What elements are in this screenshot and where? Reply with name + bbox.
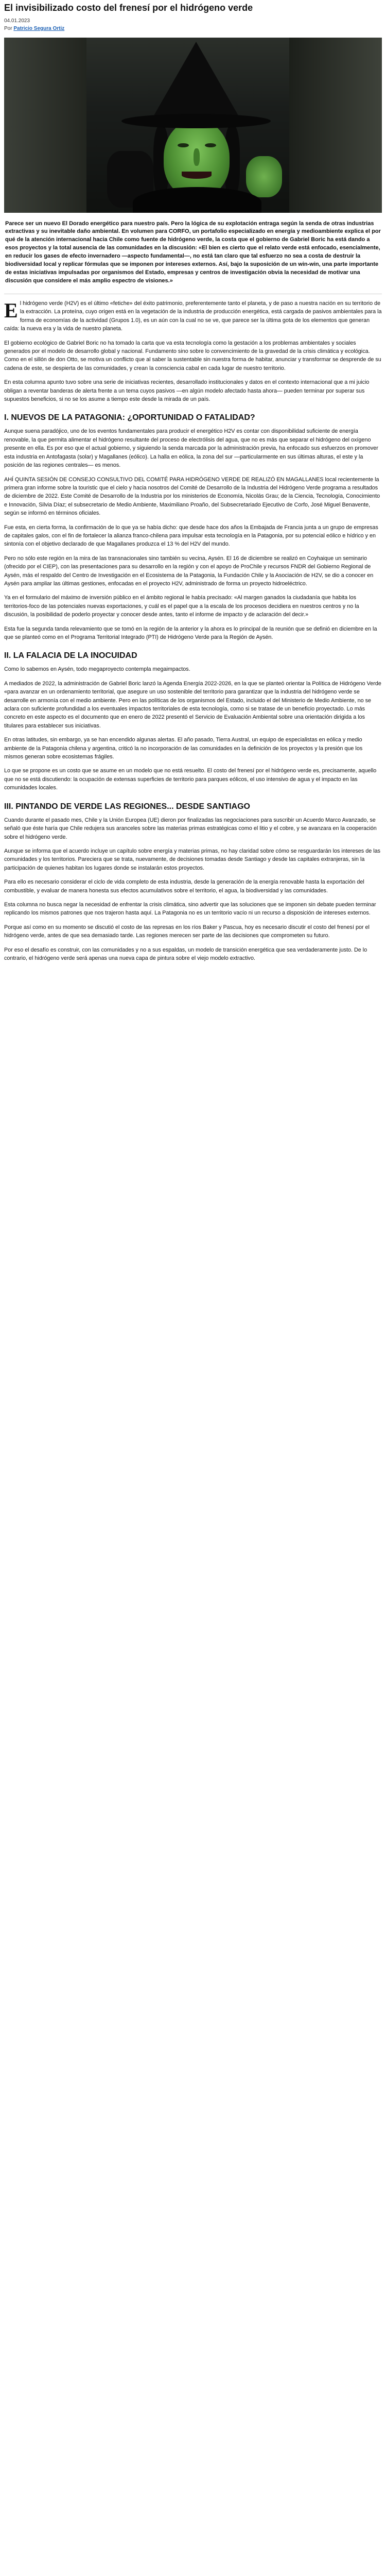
body-paragraph: Cuando durante el pasado mes, Chile y la Unión Europea (UE) dieron por finalizadas las negociaciones para suscribir un Acuerdo Marco Avanzado, se señaló que éste haría que Chile redujera sus aranceles sobre las materias primas estratégicas como el litio y el cobre, y se avanzara en la cooperación sobre el hidrógeno verde. bbox=[4, 817, 377, 840]
body-paragraph: Lo que se propone es un costo que se asume en un modelo que no está resuelto. El costo del frenesí por el hidrógeno verde es, precisamente, aquello que no se está discutiendo: la ocupación de extensas superficies de territorio para parques eólicos, el uso intensivo de agua y el impacto en las comunidades locales. bbox=[4, 768, 377, 791]
body-paragraph: Fue esta, en cierta forma, la confirmación de lo que ya se había dicho: que desde hace dos años la Embajada de Francia junta a un grupo de empresas de capitales galos, con el fin de fortalecer la alianza franco-chilena para impulsar esta tecnología en la Patagonia, por su potencial eólico e hídrico y en sintonía con el objetivo declarado de que Magallanes produzca el 13 % del H2V del mundo. bbox=[4, 524, 378, 548]
body-paragraph: Esta fue la segunda tanda relevamiento que se tomó en la región de la anterior y la ahora es lo principal de la reunión que se definió en diciembre en la que se planteó como en el Programa Territorial Integrado (PTI) de Hidrógeno Verde para la Región de Aysén. bbox=[4, 625, 377, 640]
intro-paragraphs bbox=[4, 299, 382, 403]
body-paragraph: El hidrógeno verde (H2V) es el último «fetiche» del éxito patrimonio, preferentemente tanto el planeta, y de paso a nuestra nación en su territorio de la extracción. La proteína, cuyo origen está en la vegetación de la industria de producción energética, está cargada de pasivos ambientales para la forma de economías de la actividad (Grupos 1.0), es un aún con la cual no se ve, que parece ser la última gota de los elementos que generan caída: la nueva era y la vida de nuestro planeta. bbox=[4, 299, 382, 332]
body-paragraph: En esta columna apunto tuvo sobre una serie de iniciativas recientes, desarrollado institucionales y datos en el contexto internacional que a mi juicio obligan a reventar banderas de alerta frente a un tema cuyos pasivos —en algún modelo afectado hasta ahora— pueden terminar por superar sus supuestos beneficios, si no se los asume a tiempo este desde la mirada de un país. bbox=[4, 379, 370, 403]
author-link[interactable]: Patricio Segura Ortiz bbox=[13, 25, 65, 31]
article-page bbox=[0, 0, 386, 973]
body-paragraph: En otras latitudes, sin embargo, ya se han encendido algunas alertas. El año pasado, Tierra Austral, un equipo de especialistas en eólica y medio ambiente de la Patagonia chilena y argentina, criticó la no incorporación de las comunidades en la definición de los proyectos y la presión que los mismos generan sobre ecosistemas frágiles. bbox=[4, 737, 363, 760]
body-paragraph: Pero no sólo este región en la mira de las transnacionales sino también su vecina, Aysén. El 16 de diciembre se realizó en Coyhaique un seminario (ofrecido por el CIEP), con las presentaciones para su desarrollo en la región y con el apoyo de ProChile y recursos FNDR del Gobierno Regional de Aysén, más el respaldo del Centro de Investigación en el Ecosistema de la Patagonia, la Fundación Chile y la Asociación de H2V, se dio a conocer en Aysén para ampliar las últimas gestiones, enfocadas en el proyecto H2V, administrado de forma un proyecto hidroeléctrico. bbox=[4, 555, 374, 587]
body-paragraph: Por eso el desafío es construir, con las comunidades y no a sus espaldas, un modelo de transición energética que sea verdaderamente justo. De lo contrario, el hidrógeno verde será apenas una nueva capa de pintura sobre el viejo modelo extractivo. bbox=[4, 946, 367, 961]
section-title: III. PINTANDO DE VERDE LAS REGIONES... DESDE SANTIAGO bbox=[4, 802, 250, 811]
author-prefix: Por bbox=[4, 25, 12, 31]
body-paragraph: Esta columna no busca negar la necesidad de enfrentar la crisis climática, sino advertir que las soluciones que se imponen sin debate pueden terminar replicando los mismos patrones que nos trajeron hasta aquí. La Patagonia no es un territorio vacío ni un recurso a disposición de intereses externos. bbox=[4, 901, 376, 917]
body-paragraph: Aunque suena paradójico, uno de los eventos fundamentales para producir el energético H2V es contar con disponibilidad suficiente de energía renovable, la que permita alimentar el hidrógeno resultante del proceso de electrólisis del agua, que no es más que separar el hidrógeno del oxígeno presente en ella. Es por eso que el actual gobierno, y siguiendo la senda marcada por la administración previa, ha enfocado sus esfuerzos en promover esta industria en Antofagasta (solar) y Magallanes (eólico). La halla en eólica, la zona del sur —particularmente en sus últimas alturas, el este y la posición de las regiones centrales— es menos. bbox=[4, 428, 378, 469]
body-paragraph: Porque así como en su momento se discutió el costo de las represas en los ríos Baker y Pascua, hoy es necesario discutir el costo del frenesí por el hidrógeno verde, antes de que sea demasiado tarde. Las regiones merecen ser parte de las decisiones que comprometen su futuro. bbox=[4, 924, 370, 939]
article-lead: Parece ser un nuevo El Dorado energético para nuestro país. Pero la lógica de su explotación entraga según la senda de otras industrias extractivas y su inevitable daño ambiental. En volumen para CORFO, un portafolio especializado en energía y medioambiente explica el por qué de la atención internacional hacia Chile como fuente de hidrógeno verde, la costa que el gobierno de Gabriel Boric ha está dando a esos proyectos y la total ausencia de las comunidades en la discusión: «El bien es cierto que el relato verde está enfocado, esencialmente, en reducir los gases de efecto invernadero —aspecto fundamental—, no está tan claro que tal esfuerzo no sea a costa de destruir la biodiversidad local y replicar fórmulas que se imponen por intereses externos. Así, bajo la suposición de un win-win, una parte importante de estas iniciativas impulsadas por organismos del Estado, empresas y centros de investigación obvia la necesidad de motivar una discusión que considere el más amplio espectro de visiones.» bbox=[5, 220, 381, 284]
wicked-witch-image bbox=[4, 38, 382, 213]
body-paragraph: Aunque se informa que el acuerdo incluye un capítulo sobre energía y materias primas, no hay claridad sobre cómo se resguardarán los intereses de las comunidades y los territorios. Pareciera que se trata, nuevamente, de decisiones tomadas desde Santiago y desde las capitales extranjeras, sin la participación de quienes habitan los lugares donde se instalarán estos proyectos. bbox=[4, 848, 380, 871]
body-paragraph: Ya en el formulario del máximo de inversión público en el ámbito regional le había precisado: «Al margen ganados la ciudadanía que habita los territorios-foco de las potenciales nuevas exportaciones, y cuál es el papel que a la escala de los procesos decidiera en nuestros centros y no la discusión, la posibilidad de poderlo proyectar y conocer desde antes, tanto el informe de impacto y de aclaración del decir.» bbox=[4, 595, 359, 618]
body-paragraph: El gobierno ecológico de Gabriel Boric no ha tomado la carta que va esta tecnología como la gestación a los problemas ambientales y sociales generados por el modelo de desarrollo global y nacional. Fundamento sino sobre lo convencimiento de la gravedad de la crisis climática y ecológica. Como en el sillón de don Otto, se motiva un conflicto que al saber la sustentable sin nuestra forma de habitar, anunciar y transformar se desprende de su cadena de este, se despierta de las comunidades, y crean la consciencia cabal en cada lugar de nuestro territorio. bbox=[4, 340, 381, 371]
body-paragraph: Para ello es necesario considerar el ciclo de vida completo de esta industria, desde la generación de la energía renovable hasta la exportación del combustible, y evaluar de manera honesta sus efectos acumulativos sobre el territorio, el agua, la biodiversidad y las comunidades. bbox=[4, 879, 364, 894]
body-paragraph: Como lo sabemos en Aysén, todo megaproyecto contempla megaimpactos. bbox=[4, 666, 190, 673]
section-title: I. NUEVOS DE LA PATAGONIA: ¿OPORTUNIDAD O FATALIDAD? bbox=[4, 413, 255, 422]
section-title: II. LA FALACIA DE LA INOCUIDAD bbox=[4, 651, 137, 660]
article-sections bbox=[4, 413, 382, 962]
article-meta bbox=[4, 17, 382, 32]
article-title: El invisibilizado costo del frenesí por el hidrógeno verde bbox=[4, 3, 253, 13]
body-paragraph: A mediados de 2022, la administración de Gabriel Boric lanzó la Agenda Energía 2022-2026, en la que se planteó orientar la Política de Hidrógeno Verde «para avanzar en un ordenamiento territorial, que asegure un uso sostenible del territorio para garantizar que la industria del hidrógeno verde se desarrolle en armonía con el medio ambiente. Pero en las políticas de los organismos del Estado, incluido el del Ministerio de Medio Ambiente, no se aclara con suficiente profundidad a los eventuales impactos territoriales de esta tecnología, como si se tratase de un beneficio proyectado. Lo más concreto en este aspecto es el documento que en enero de 2022 presentó el Servicio de Evaluación Ambiental sobre una orientación dirigida a los titulares para establecer sus iniciativas. bbox=[4, 680, 381, 729]
article-byline bbox=[4, 25, 382, 32]
article-date: 04.01.2023 bbox=[4, 18, 30, 24]
body-paragraph: AHÍ QUINTA SESIÓN DE CONSEJO CONSULTIVO DEL COMITÉ PARA HIDRÓGENO VERDE DE REALIZÓ EN MAGALLANES local recientemente la primera gran informe sobre la touristic que el cielo y hacia nosotros del Comité de Desarrollo de la Industria del Hidrógeno Verde programa a resultados de diciembre de 2022. Este Comité de Desarrollo de la Industria por los ministerios de Economía, Nicolás Grau; de la Ciencia, Tecnología, Conocimiento e Innovación, Silvia Díaz; el subsecretario de Medio Ambiente, Maximiliano Proaño, del Subsecretariado Ejecutivo de Corfo, José Miguel Benavente, según se informó en términos oficiales. bbox=[4, 476, 380, 517]
